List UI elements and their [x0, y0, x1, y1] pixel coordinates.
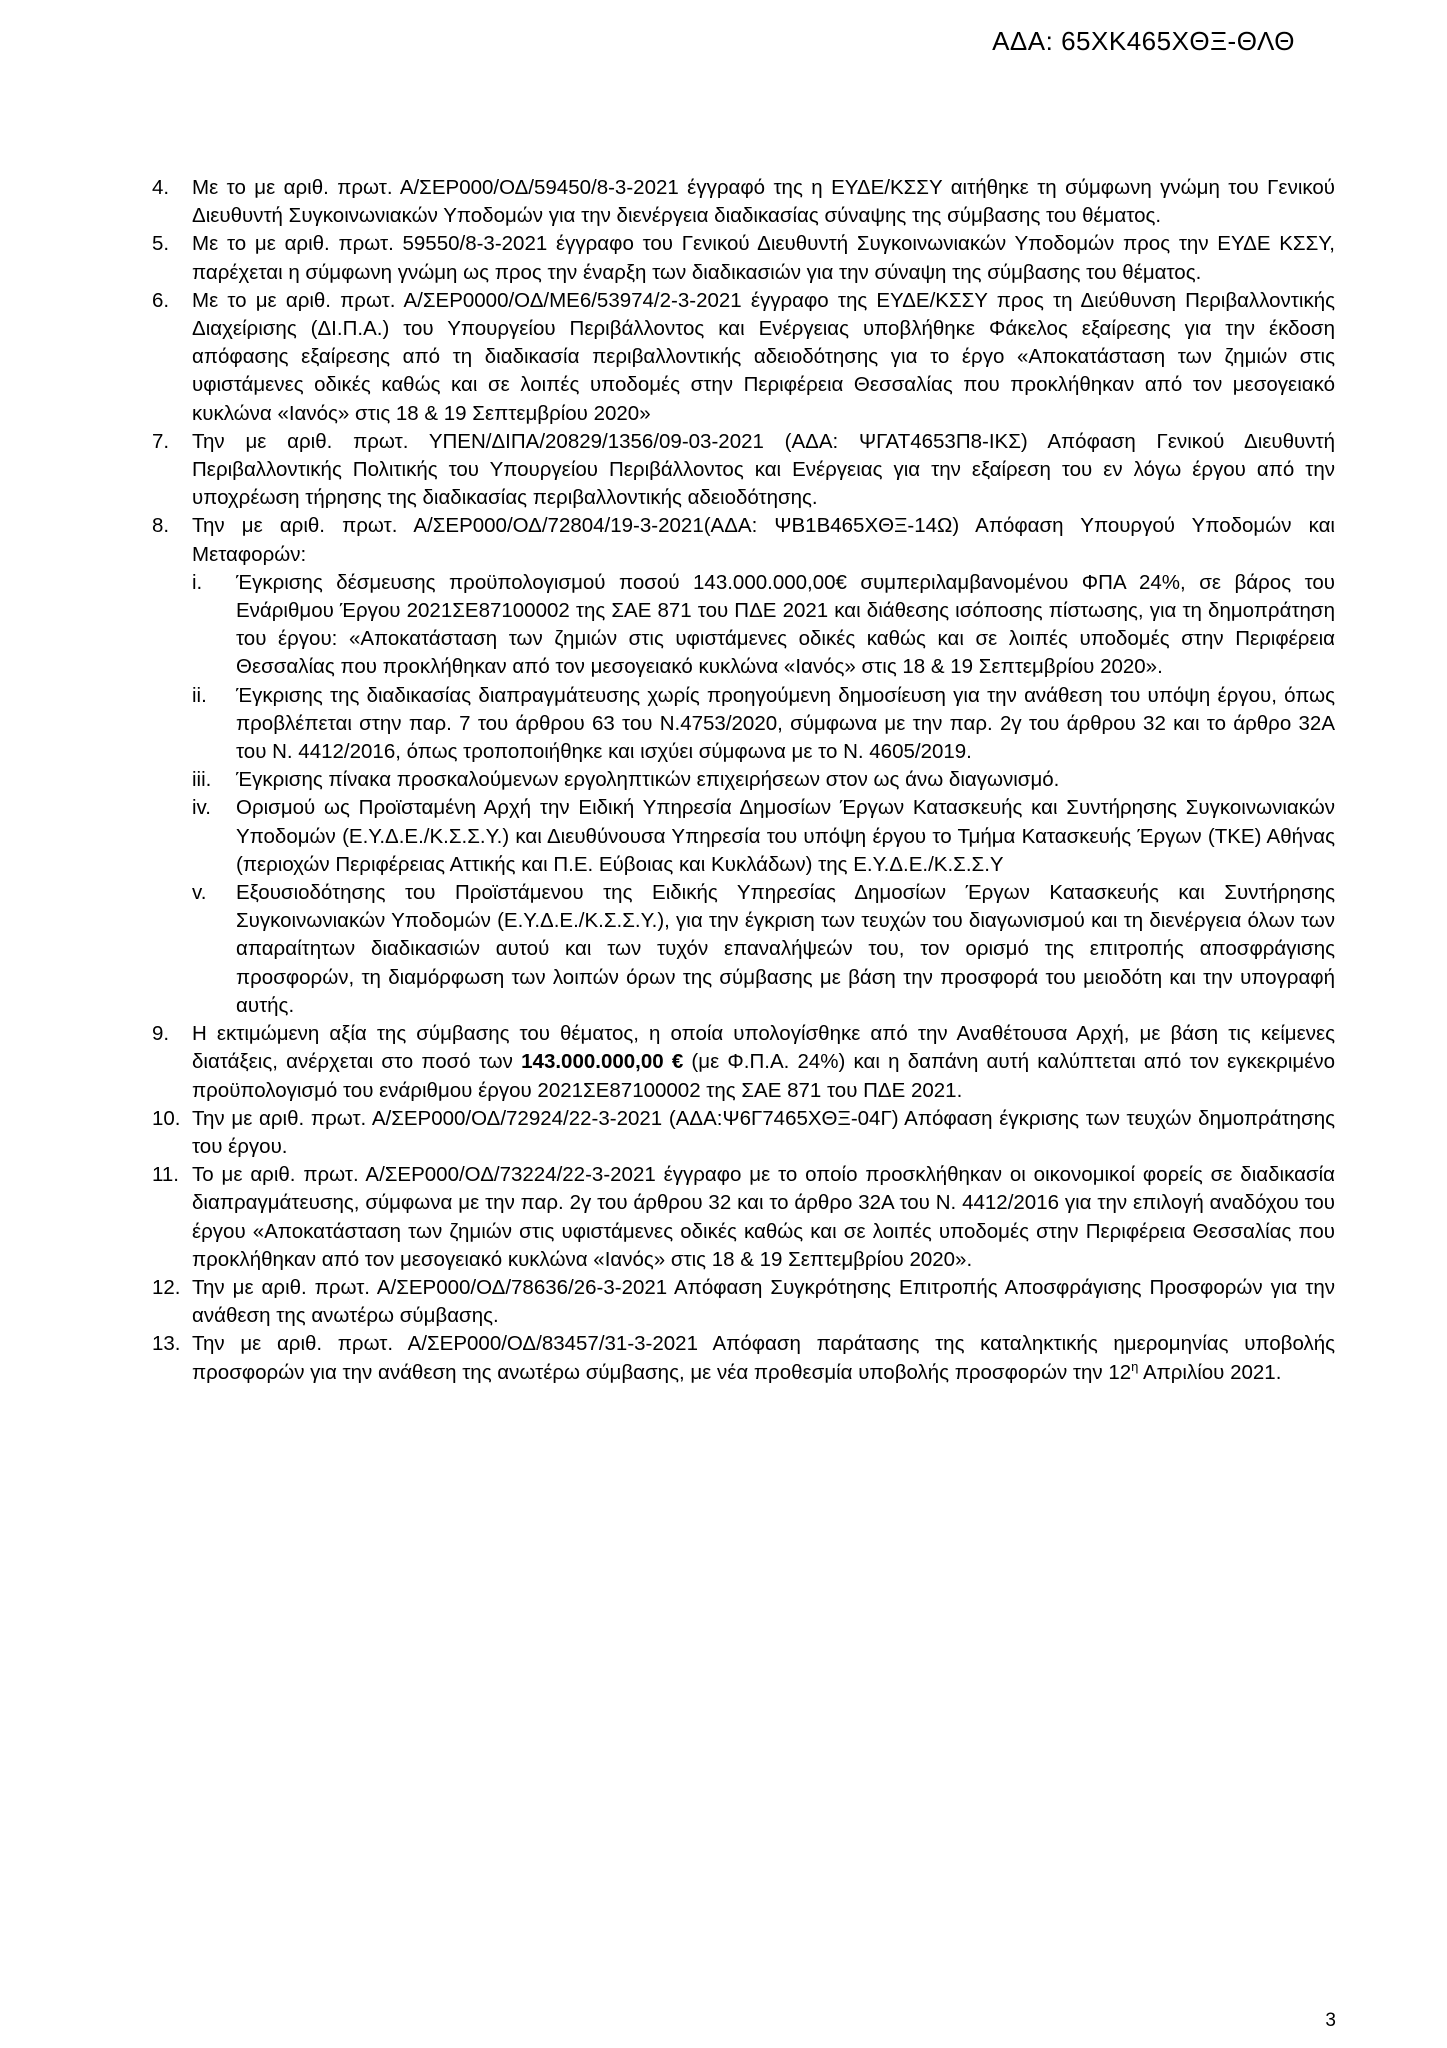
list-item: [152, 428, 1335, 513]
document-body: [152, 174, 1335, 1387]
sub-item-text: Έγκρισης δέσμευσης προϋπολογισμού ποσού 143.000.000,00€ συμπεριλαμβανομένου ΦΠΑ 24%, σε βάρος του Ενάριθμου Έργου 2021ΣΕ87100002 της ΣΑΕ 871 του ΠΔΕ 2021 και διάθεσης ισόποσης πίστωσης, για τη δημοπράτηση του έργου: «Αποκατάσταση των ζημιών στις υφιστάμενες οδικές καθώς και σε λοιπές υποδομές στην Περιφέρεια Θεσσαλίας που προκλήθηκαν από τον μεσογειακό κυκλώνα «Ιανός» στις 18 & 19 Σεπτεμβρίου 2020».: [236, 570, 1335, 679]
item-text: Την με αριθ. πρωτ. ΥΠΕΝ/ΔΙΠΑ/20829/1356/09-03-2021 (ΑΔΑ: ΨΓΑΤ4653Π8-ΙΚΣ) Απόφαση Γενικού Διευθυντή Περιβαλλοντικής Πολιτικής του Υπουργείου Περιβάλλοντος και Ενέργειας για την εξαίρεση του εν λόγω έργου από την υποχρέωση τήρησης της διαδικασίας περιβαλλοντικής αδειοδότησης.: [192, 429, 1335, 510]
sub-item-text: Ορισμού ως Προϊσταμένη Αρχή την Ειδική Υπηρεσία Δημοσίων Έργων Κατασκευής και Συντήρησης Συγκοινωνιακών Υποδομών (Ε.Υ.Δ.Ε./Κ.Σ.Σ.Υ.) και Διευθύνουσα Υπηρεσία του υπόψη έργου το Τμήμα Κατασκευής Έργων (ΤΚΕ) Αθήνας (περιοχών Περιφέρειας Αττικής και Π.Ε. Εύβοιας και Κυκλάδων) της Ε.Υ.Δ.Ε./Κ.Σ.Σ.Υ: [236, 796, 1335, 876]
sub-item-text: Έγκρισης της διαδικασίας διαπραγμάτευσης χωρίς προηγούμενη δημοσίευση για την ανάθεση του υπόψη έργου, όπως προβλέπεται στην παρ. 7 του άρθρου 63 του Ν.4753/2020, σύμφωνα με την παρ. 2γ του άρθρου 32 και το άρθρο 32Α του Ν. 4412/2016, όπως τροποποιήθηκε και ισχύει σύμφωνα με το Ν. 4605/2019.: [236, 683, 1335, 764]
list-item: [152, 1161, 1335, 1274]
sub-list-item: [192, 766, 1335, 794]
sub-item-text: Έγκρισης πίνακα προσκαλούμενων εργοληπτικών επιχειρήσεων στον ως άνω διαγωνισμό.: [236, 768, 1060, 792]
page-number: 3: [1325, 2010, 1336, 2031]
item-number: 12.: [152, 1275, 181, 1299]
item-text: [192, 1020, 1335, 1105]
item-number: 6.: [152, 288, 170, 312]
superscript: η: [1131, 1358, 1139, 1374]
list-item: [152, 230, 1335, 286]
item-text: Την με αριθ. πρωτ. Α/ΣΕΡ000/ΟΔ/72924/22-3-2021 (ΑΔΑ:Ψ6Γ7465ΧΘΞ-04Γ) Απόφαση έγκρισης των τευχών δημοπράτησης του έργου.: [192, 1106, 1335, 1158]
list-item: [152, 1330, 1335, 1386]
item-number: 11.: [152, 1163, 179, 1187]
item-number: 5.: [152, 232, 170, 256]
sub-item-text: Εξουσιοδότησης του Προϊστάμενου της Ειδικής Υπηρεσίας Δημοσίων Έργων Κατασκευής και Συντήρησης Συγκοινωνιακών Υποδομών (Ε.Υ.Δ.Ε./Κ.Σ.Σ.Υ.), για την έγκριση των τευχών του διαγωνισμού και τη διενέργεια όλων των απαραίτητων διαδικασιών αυτού και των τυχόν επαναλήψεών του, τον ορισμό της επιτροπής αποσφράγισης προσφορών, τη διαμόρφωση των λοιπών όρων της σύμβασης με βάση την προσφορά του μειοδότη και την υπογραφή αυτής.: [236, 881, 1335, 1017]
item-text: Με το με αριθ. πρωτ. Α/ΣΕΡ000/ΟΔ/59450/8-3-2021 έγγραφό της η ΕΥΔΕ/ΚΣΣΥ αιτήθηκε τη σύμφωνη γνώμη του Γενικού Διευθυντή Συγκοινωνιακών Υποδομών για την διενέργεια διαδικασίας σύναψης της σύμβασης του θέματος.: [192, 176, 1335, 228]
list-item: [152, 287, 1335, 428]
list-item: [152, 174, 1335, 230]
item-text: Με το με αριθ. πρωτ. 59550/8-3-2021 έγγραφο του Γενικού Διευθυντή Συγκοινωνιακών Υποδομών προς την ΕΥΔΕ ΚΣΣΥ, παρέχεται η σύμφωνη γνώμη ως προς την έναρξη των διαδικασιών για την σύναψη της σύμβασης του θέματος.: [192, 232, 1335, 284]
list-item: [152, 512, 1335, 1020]
sub-item-number: i.: [192, 570, 203, 594]
item-text: Την με αριθ. πρωτ. Α/ΣΕΡ000/ΟΔ/72804/19-3-2021(ΑΔΑ: ΨΒ1Β465ΧΘΞ-14Ω) Απόφαση Υπουργού Υποδομών και Μεταφορών:: [192, 514, 1335, 566]
amount-bold: 143.000.000,00 €: [521, 1050, 684, 1074]
item-number: 13.: [152, 1332, 181, 1356]
list-item: [152, 1020, 1335, 1105]
item-text-part: (με Φ.Π.Α. 24%) και η δαπάνη αυτή καλύπτεται από τον εγκεκριμένο προϋπολογισμό του ενάριθμου έργου 2021ΣΕ87100002 της ΣΑΕ 871 του ΠΔΕ 2021.: [192, 1050, 1335, 1102]
sub-list-item: [192, 682, 1335, 767]
list-item: [152, 1105, 1335, 1161]
sub-item-number: iii.: [192, 768, 212, 792]
sub-item-number: ii.: [192, 683, 207, 707]
item-text: Το με αριθ. πρωτ. Α/ΣΕΡ000/ΟΔ/73224/22-3-2021 έγγραφο με το οποίο προσκλήθηκαν οι οικονομικοί φορείς σε διαδικασία διαπραγμάτευσης, σύμφωνα με την παρ. 2γ του άρθρου 32 και το άρθρο 32Α του Ν. 4412/2016 για την επιλογή αναδόχου του έργου «Αποκατάσταση των ζημιών στις υφιστάμενες οδικές καθώς και σε λοιπές υποδομές στην Περιφέρεια Θεσσαλίας που προκλήθηκαν από τον μεσογειακό κυκλώνα «Ιανός» στις 18 & 19 Σεπτεμβρίου 2020».: [192, 1163, 1335, 1271]
item-number: 9.: [152, 1022, 170, 1046]
item-number: 8.: [152, 514, 170, 538]
item-number: 7.: [152, 429, 170, 453]
sub-list-item: [192, 879, 1335, 1020]
sub-item-number: v.: [192, 881, 207, 905]
item-content: [192, 512, 1335, 1020]
sub-item-number: iv.: [192, 796, 211, 820]
sub-list-item: [192, 794, 1335, 879]
item-number: 10.: [152, 1106, 181, 1130]
item-text-part: Απριλίου 2021.: [1138, 1360, 1282, 1384]
list-item: [152, 1274, 1335, 1330]
item-text-part: Την με αριθ. πρωτ. Α/ΣΕΡ000/ΟΔ/83457/31-3-2021 Απόφαση παράτασης της καταληκτικής ημερομηνίας υποβολής προσφορών για την ανάθεση της ανωτέρω σύμβασης, με νέα προθεσμία υποβολής προσφορών την 12: [192, 1332, 1335, 1384]
item-text-part: Η εκτιμώμενη αξία της σύμβασης του θέματος, η οποία υπολογίσθηκε από την Αναθέτουσα Αρχή, με βάση τις κείμενες διατάξεις, ανέρχεται στο ποσό των: [192, 1022, 1335, 1074]
sub-list-item: [192, 569, 1335, 682]
item-text: Με το με αριθ. πρωτ. Α/ΣΕΡ0000/ΟΔ/ΜΕ6/53974/2-3-2021 έγγραφο της ΕΥΔΕ/ΚΣΣΥ προς τη Διεύθυνση Περιβαλλοντικής Διαχείρισης (ΔΙ.Π.Α.) του Υπουργείου Περιβάλλοντος και Ενέργειας υποβλήθηκε Φάκελος εξαίρεσης για την έκδοση απόφασης εξαίρεσης από τη διαδικασία περιβαλλοντικής αδειοδότησης για το έργο «Αποκατάσταση των ζημιών στις υφιστάμενες οδικές καθώς και σε λοιπές υποδομές στην Περιφέρεια Θεσσαλίας που προκλήθηκαν από τον μεσογειακό κυκλώνα «Ιανός» στις 18 & 19 Σεπτεμβρίου 2020»: [192, 288, 1335, 425]
ada-code: ΑΔΑ: 65ΧΚ465ΧΘΞ-ΘΛΘ: [992, 26, 1295, 56]
item-number: 4.: [152, 176, 170, 199]
item-text: Την με αριθ. πρωτ. Α/ΣΕΡ000/ΟΔ/78636/26-3-2021 Απόφαση Συγκρότησης Επιτροπής Αποσφράγισης Προσφορών για την ανάθεση της ανωτέρω σύμβασης.: [192, 1275, 1335, 1328]
item-text: [192, 1330, 1335, 1386]
